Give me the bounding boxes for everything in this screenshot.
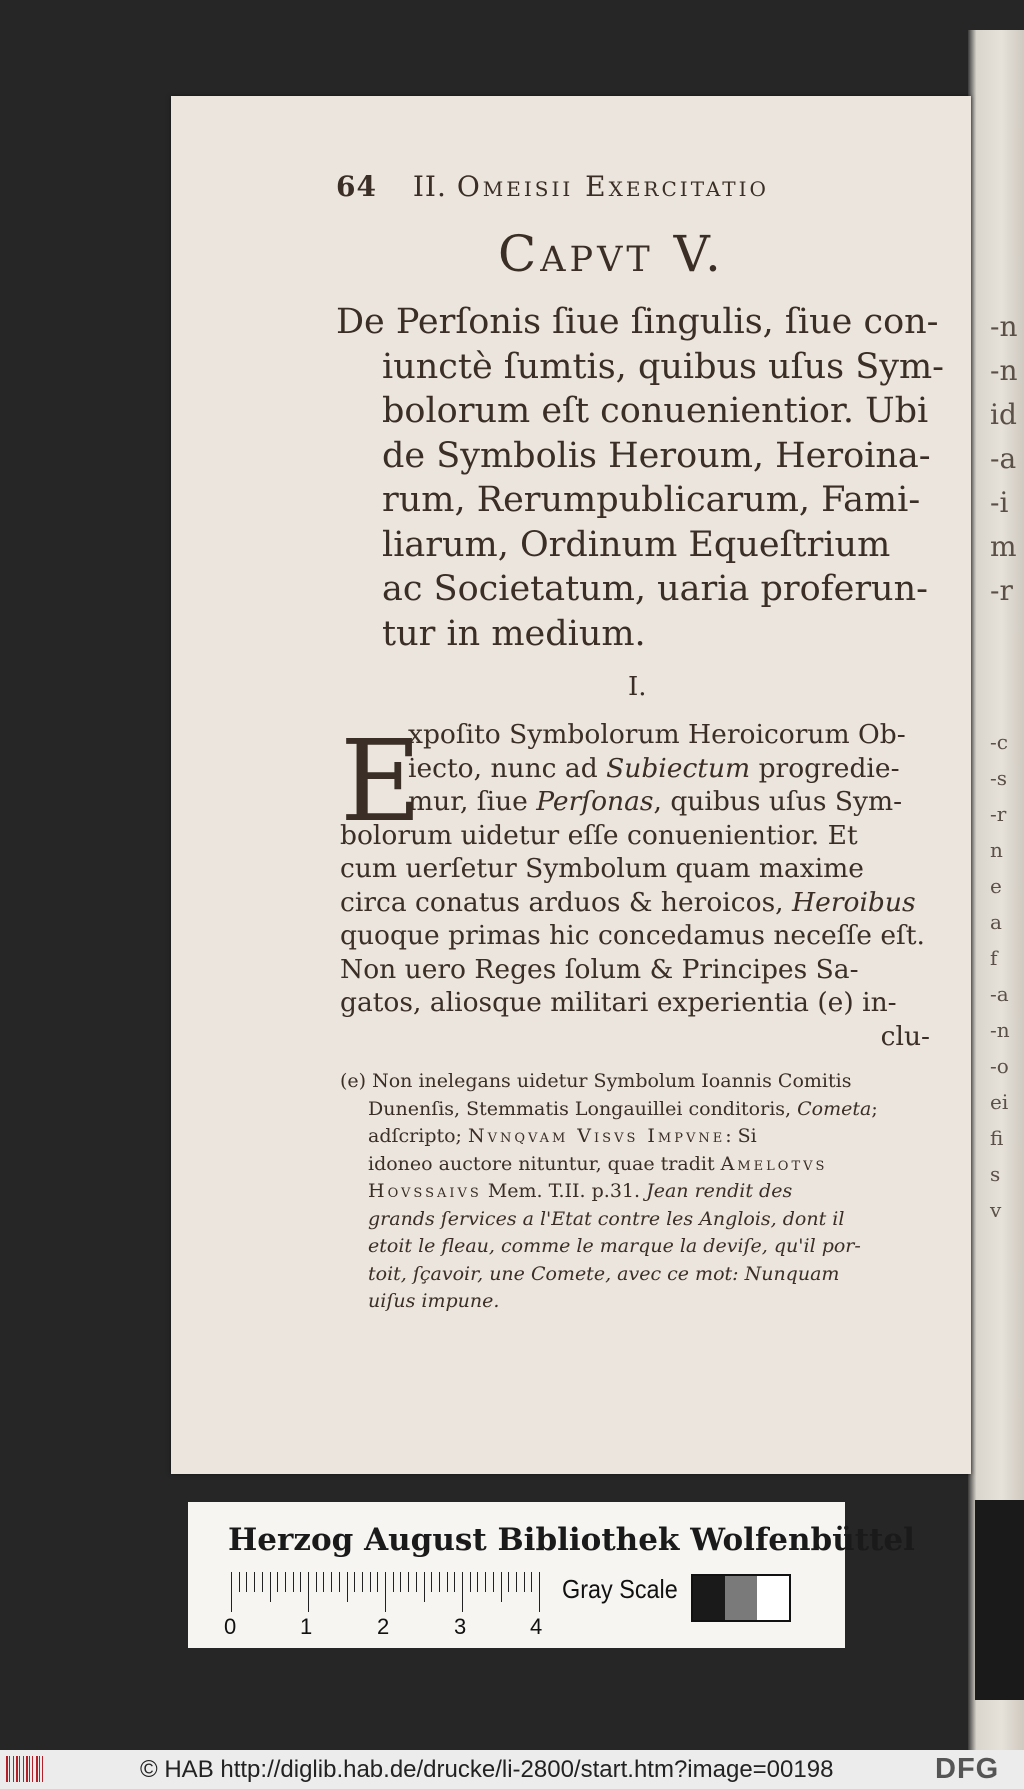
ruler-tick <box>439 1572 440 1592</box>
gray-swatch <box>693 1576 725 1620</box>
italic-run: Jean rendit des <box>646 1180 793 1202</box>
facing-page-text: -c <box>990 730 1008 754</box>
ruler-tick <box>462 1572 463 1612</box>
text-run: mur, ſiue <box>408 786 537 817</box>
ruler-tick <box>246 1572 247 1592</box>
running-title-prefix: II. <box>412 170 447 203</box>
footnote-line <box>340 1096 930 1124</box>
footnote-line: (e) Non inelegans uidetur Symbolum Ioannis Comitis <box>340 1070 852 1092</box>
footnote <box>340 1068 930 1316</box>
footnote-line <box>340 1178 930 1206</box>
facing-page-text: e <box>990 874 1002 898</box>
facing-page-text: -s <box>990 766 1008 790</box>
text-run: progredie- <box>750 752 900 784</box>
facing-page-text: -n <box>990 1018 1010 1042</box>
scale-ruler <box>231 1572 541 1612</box>
text-run: circa conatus arduos & heroicos, <box>340 886 793 918</box>
color-target-card <box>188 1502 915 1648</box>
ruler-tick <box>416 1572 417 1592</box>
page-number: 64 <box>336 170 377 203</box>
running-head <box>336 170 876 203</box>
heading-line: De Perſonis ſiue ſingulis, ſiue con- <box>336 302 939 342</box>
gray-swatch <box>725 1576 757 1620</box>
italic-run: Heroibus <box>792 886 916 918</box>
facing-page-text: -n <box>990 354 1018 387</box>
barcode-bar <box>16 1756 18 1782</box>
ruler-tick <box>400 1572 401 1592</box>
ruler-tick <box>354 1572 355 1592</box>
facing-page-text: -o <box>990 1054 1009 1078</box>
chapter-summary <box>336 300 944 656</box>
ruler-tick <box>277 1572 278 1592</box>
facing-page-text: id <box>990 398 1017 431</box>
barcode-bar <box>19 1756 20 1782</box>
ruler-label: 3 <box>454 1614 467 1639</box>
italic-run: Perſonas <box>536 786 654 817</box>
body-text <box>340 718 930 1053</box>
small-caps-run: Hovssaivs <box>368 1180 482 1202</box>
facing-page-text: f <box>990 946 998 970</box>
ruler-label: 2 <box>377 1614 390 1639</box>
ruler-tick <box>485 1572 486 1592</box>
facing-page-text: v <box>990 1198 1002 1222</box>
ruler-tick <box>393 1572 394 1592</box>
facing-page-text: a <box>990 910 1002 934</box>
text-run: ; <box>871 1097 878 1120</box>
small-caps-run: Amelotvs <box>720 1152 828 1175</box>
body-line: cum uerſetur Symbolum quam maxime <box>340 853 864 884</box>
ruler-tick <box>323 1572 324 1592</box>
ruler-tick <box>470 1572 471 1592</box>
drop-cap: E <box>340 717 422 847</box>
italic-run: Cometa <box>797 1097 872 1120</box>
ruler-tick <box>362 1572 363 1592</box>
ruler-tick <box>385 1572 386 1612</box>
ruler-tick <box>501 1572 502 1602</box>
ruler-tick <box>331 1572 332 1592</box>
barcode-bar <box>26 1756 28 1782</box>
body-line: gatos, aliosque militari experientia (e) in- <box>340 987 897 1018</box>
ruler-tick <box>285 1572 286 1592</box>
ruler-tick <box>408 1572 409 1592</box>
heading-line: tur in medium. <box>382 613 646 654</box>
facing-page-edge <box>968 30 1024 1750</box>
gray-swatches <box>691 1574 791 1622</box>
facing-page-text: -a <box>990 982 1009 1006</box>
text-run: adſcripto; <box>368 1125 469 1147</box>
ruler-tick <box>516 1572 517 1592</box>
heading-line: bolorum eſt conuenientior. Ubi <box>382 391 929 431</box>
barcode-bar <box>42 1756 43 1782</box>
ruler-tick <box>270 1572 271 1602</box>
body-line: Non uero Reges ſolum & Principes Sa- <box>340 953 859 985</box>
ruler-tick <box>524 1572 525 1592</box>
viewer-footer <box>0 1750 1024 1789</box>
text-run: idoneo auctore nituntur, quae tradit <box>368 1152 721 1175</box>
ruler-tick <box>316 1572 317 1592</box>
ruler-label: 4 <box>530 1614 543 1639</box>
body-line <box>340 886 930 920</box>
text-run: : Si <box>725 1125 757 1147</box>
facing-page-text: -r <box>990 574 1013 607</box>
running-title: Omeisii Exercitatio <box>456 170 769 203</box>
text-run: iecto, nunc ad <box>408 752 607 784</box>
ruler-tick <box>454 1572 455 1592</box>
italic-run: Subiectum <box>606 752 751 784</box>
ruler-tick <box>493 1572 494 1592</box>
facing-page-text: -n <box>990 310 1018 343</box>
barcode-bar <box>23 1756 24 1782</box>
ruler-tick <box>531 1572 532 1592</box>
barcode-bar <box>36 1756 38 1782</box>
facing-page-text: -r <box>990 802 1007 826</box>
body-line: xpoſito Symbolorum Heroicorum Ob- <box>408 719 906 750</box>
ruler-tick <box>300 1572 301 1592</box>
barcode-bar <box>39 1756 40 1782</box>
ruler-tick <box>308 1572 309 1612</box>
body-line: quoque primas hic concedamus neceſſe eſt. <box>340 920 925 951</box>
ruler-tick <box>347 1572 348 1602</box>
footnote-line <box>340 1151 930 1179</box>
copyright-url[interactable]: © HAB http://diglib.hab.de/drucke/li-2800/start.htm?image=00198 <box>140 1756 834 1783</box>
ruler-tick <box>293 1572 294 1592</box>
body-line <box>340 752 930 786</box>
barcode-bar <box>32 1756 33 1782</box>
heading-line: iunctè ſumtis, quibus uſus Sym- <box>382 346 944 387</box>
dfg-logo: DFG <box>935 1753 1000 1785</box>
ruler-label: 1 <box>300 1614 313 1639</box>
facing-page-shadow <box>975 1500 1024 1700</box>
body-line <box>340 785 930 819</box>
catchword: clu- <box>880 1020 930 1052</box>
ruler-label: 0 <box>224 1614 237 1639</box>
ruler-tick <box>231 1572 232 1612</box>
ruler-tick <box>370 1572 371 1592</box>
text-run: Dunenſis, Stemmatis Longauillei conditoris, <box>368 1097 798 1120</box>
text-run: Mem. T.II. p.31. <box>481 1180 647 1202</box>
footnote-line: toit, ſçavoir, une Comete, avec ce mot: Nunquam <box>368 1262 840 1285</box>
facing-page-text: n <box>990 838 1003 862</box>
heading-line: rum, Rerumpublicarum, Fami- <box>382 480 921 520</box>
footnote-line: uiſus impune. <box>368 1290 500 1312</box>
heading-line: de Symbolis Heroum, Heroina- <box>382 435 931 476</box>
ruler-tick <box>508 1572 509 1592</box>
hab-barcode-icon <box>6 1756 46 1782</box>
gray-swatch <box>757 1576 789 1620</box>
footnote-line <box>340 1123 930 1151</box>
ruler-tick <box>447 1572 448 1592</box>
ruler-tick <box>377 1572 378 1592</box>
ruler-tick <box>539 1572 540 1612</box>
ruler-tick <box>262 1572 263 1592</box>
facing-page-text: ei <box>990 1090 1009 1114</box>
facing-page-text: -i <box>990 486 1009 519</box>
body-line: bolorum uidetur eſſe conuenientior. Et <box>340 819 858 851</box>
facing-page-text: -a <box>990 442 1017 475</box>
barcode-bar <box>29 1756 30 1782</box>
barcode-bar <box>9 1756 10 1782</box>
ruler-tick <box>477 1572 478 1592</box>
ruler-tick <box>424 1572 425 1602</box>
gray-scale-label: Gray Scale <box>562 1574 678 1604</box>
facing-page-text: s <box>990 1162 1001 1186</box>
facing-page-text: fi <box>990 1126 1004 1150</box>
footnote-line: grands ſervices a l'Etat contre les Anglois, dont il <box>368 1207 845 1230</box>
barcode-bar <box>13 1756 14 1782</box>
section-number: I. <box>628 672 647 702</box>
footnote-line: etoit le fleau, comme le marque la deviſe, qu'il por- <box>368 1235 861 1257</box>
facing-page-text: m <box>990 530 1017 563</box>
ruler-tick <box>254 1572 255 1592</box>
heading-line: liarum, Ordinum Equeſtrium <box>382 524 891 565</box>
heading-line: ac Societatum, uaria proferun- <box>382 569 928 609</box>
small-caps-run: Nvnqvam Visvs Impvne <box>468 1125 726 1147</box>
barcode-bar <box>6 1756 8 1782</box>
library-name: Herzog August Bibliothek Wolfenbüttel <box>228 1522 915 1558</box>
ruler-tick <box>239 1572 240 1592</box>
ruler-tick <box>431 1572 432 1592</box>
text-run: , quibus uſus Sym- <box>653 786 903 817</box>
chapter-title: Capvt V. <box>498 225 725 283</box>
ruler-tick <box>339 1572 340 1592</box>
